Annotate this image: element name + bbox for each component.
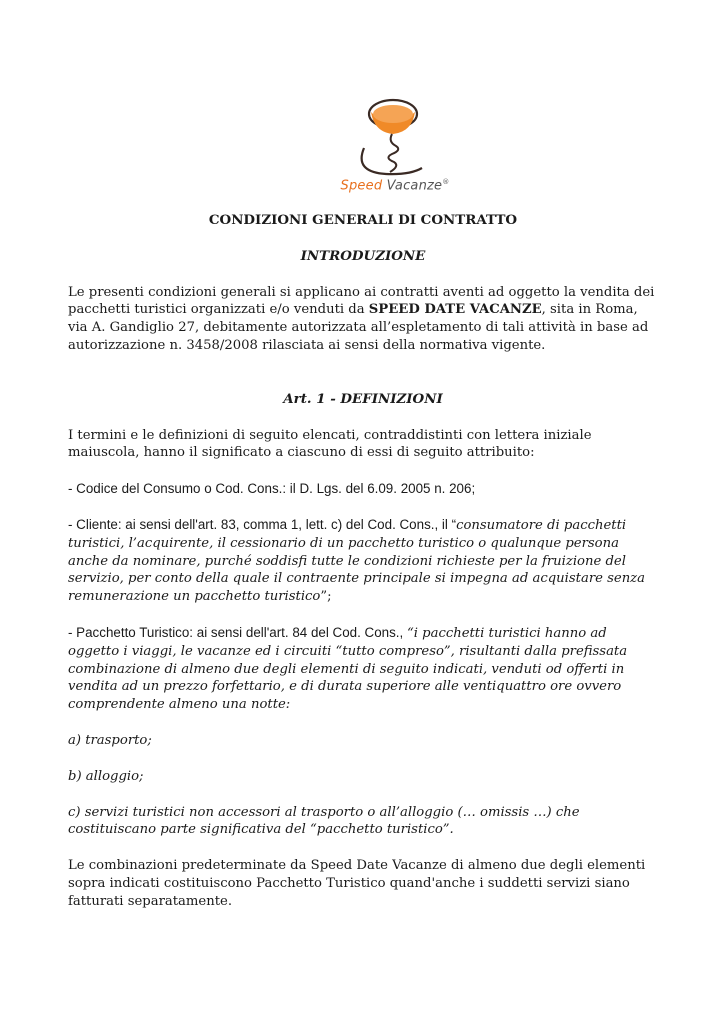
list-item-a: a) trasporto; [68, 732, 152, 748]
document-title: CONDIZIONI GENERALI DI CONTRATTO [208, 212, 518, 228]
logo-wordmark: Speed Vacanze® [340, 178, 450, 194]
list-item-b: b) alloggio; [68, 768, 144, 784]
final-paragraph: Le combinazioni predeterminate da Speed Date Vacanze di almeno due degli elementi sopra indicati costituiscono Pacchetto Turistico quand'anche i suddetti servizi siano fatturati separatamente. [68, 858, 646, 909]
intro-heading: INTRODUZIONE [300, 247, 426, 264]
definition-cliente: - Cliente: ai sensi dell'art. 83, comma 1, lett. c) del Cod. Cons., il “consumatore di pacchetti turistici, l’acquirente, il cessionario di un pacchetto turistico o qualunque persona anche da nominare, purché soddisfi tutte le condizioni richieste per la fruizione del servizio, per conto della quale il contraente principale si impegna ad acquistare senza remunerazione un pacchetto turistico”; [68, 516, 645, 605]
intro-paragraph: Le presenti condizioni generali si applicano ai contratti aventi ad oggetto la vendita dei pacchetti turistici organizzati e/o venduti da SPEED DATE VACANZE, sita in Roma, via A. Gandiglio 27, debitamente autorizzata all’espletamento di tali attività in base ad autorizzazione n. 3458/2008 rilasciata ai sensi della normativa vigente. [68, 284, 655, 353]
art1-heading: Art. 1 - DEFINIZIONI [283, 390, 443, 407]
document-body [68, 212, 658, 911]
list-item-c: c) servizi turistici non accessori al trasporto o all’alloggio (… omissis …) che costituiscano parte significativa del “pacchetto turistico”. [68, 804, 580, 838]
glass-logo-icon [330, 92, 460, 178]
definition-pacchetto: - Pacchetto Turistico: ai sensi dell'art. 84 del Cod. Cons., “i pacchetti turistici hanno ad oggetto i viaggi, le vacanze ed i circuiti “tutto compreso”, risultanti dalla prefissata combinazione di almeno due degli elementi di seguito indicati, venduti od offerti in vendita ad un prezzo forfettario, e di durata superiore alle ventiquattro ore ovvero comprendente almeno una notte: [68, 624, 628, 713]
art1-paragraph: I termini e le definizioni di seguito elencati, contraddistinti con lettera iniziale maiuscola, hanno il significato a ciascuno di essi di seguito attribuito: [68, 427, 592, 461]
definition-codice: - Codice del Consumo o Cod. Cons.: il D. Lgs. del 6.09. 2005 n. 206; [68, 481, 476, 497]
speed-vacanze-logo [330, 92, 460, 204]
